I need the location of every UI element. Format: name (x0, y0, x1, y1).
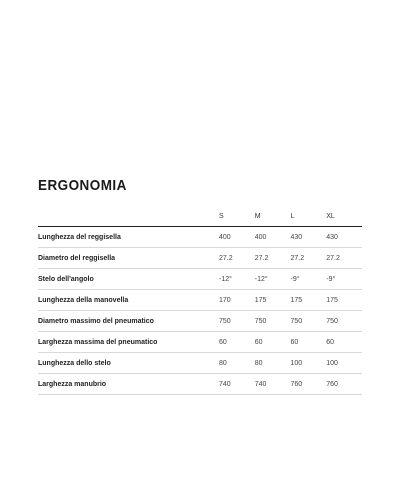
cell-value: -9° (291, 269, 327, 290)
row-label: Larghezza manubrio (38, 374, 219, 395)
header-cell-size-m: M (255, 206, 291, 227)
cell-value: 430 (326, 227, 362, 248)
table-row (38, 353, 362, 374)
cell-value: 175 (291, 290, 327, 311)
header-cell-label (38, 206, 219, 227)
table-row (38, 311, 362, 332)
cell-value: -12° (219, 269, 255, 290)
row-label: Diametro del reggisella (38, 248, 219, 269)
cell-value: 60 (326, 332, 362, 353)
table-row (38, 374, 362, 395)
cell-value: 100 (291, 353, 327, 374)
cell-value: -9° (326, 269, 362, 290)
row-label: Diametro massimo del pneumatico (38, 311, 219, 332)
row-label: Lunghezza della manovella (38, 290, 219, 311)
cell-value: 750 (326, 311, 362, 332)
cell-value: 740 (219, 374, 255, 395)
row-label: Larghezza massima del pneumatico (38, 332, 219, 353)
header-cell-size-s: S (219, 206, 255, 227)
cell-value: 60 (219, 332, 255, 353)
cell-value: 740 (255, 374, 291, 395)
cell-value: 760 (291, 374, 327, 395)
ergonomics-table (38, 206, 362, 395)
cell-value: 750 (219, 311, 255, 332)
table-row (38, 290, 362, 311)
header-cell-size-l: L (291, 206, 327, 227)
table-row (38, 227, 362, 248)
ergonomics-section (38, 176, 362, 388)
cell-value: 750 (255, 311, 291, 332)
table-row (38, 332, 362, 353)
header-cell-size-xl: XL (326, 206, 362, 227)
cell-value: 80 (219, 353, 255, 374)
cell-value: 430 (291, 227, 327, 248)
cell-value: 400 (219, 227, 255, 248)
cell-value: 60 (255, 332, 291, 353)
cell-value: 400 (255, 227, 291, 248)
table-header-row (38, 206, 362, 227)
cell-value: 175 (255, 290, 291, 311)
cell-value: 27.2 (255, 248, 291, 269)
cell-value: 27.2 (219, 248, 255, 269)
section-title: ERGONOMIA (38, 177, 127, 194)
cell-value: 175 (326, 290, 362, 311)
cell-value: 760 (326, 374, 362, 395)
cell-value: -12° (255, 269, 291, 290)
cell-value: 80 (255, 353, 291, 374)
row-label: Lunghezza dello stelo (38, 353, 219, 374)
table-row (38, 248, 362, 269)
cell-value: 100 (326, 353, 362, 374)
cell-value: 27.2 (291, 248, 327, 269)
table-row (38, 269, 362, 290)
row-label: Lunghezza del reggisella (38, 227, 219, 248)
cell-value: 750 (291, 311, 327, 332)
cell-value: 27.2 (326, 248, 362, 269)
cell-value: 170 (219, 290, 255, 311)
row-label: Stelo dell'angolo (38, 269, 219, 290)
cell-value: 60 (291, 332, 327, 353)
